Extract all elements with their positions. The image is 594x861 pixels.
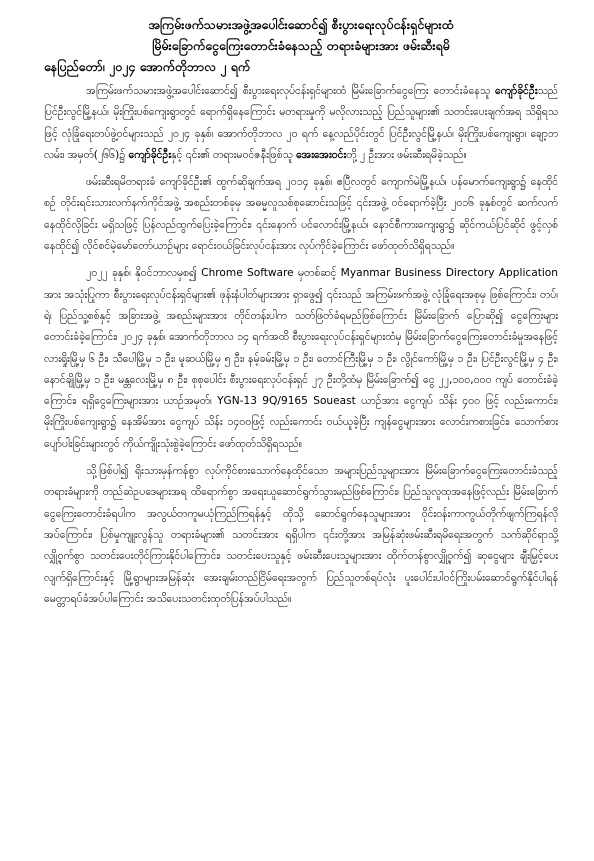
press-release bbox=[44, 14, 558, 850]
paragraph-1 bbox=[44, 81, 558, 166]
paragraph-1-text-a: အကြမ်းဖက်သမားအဖွဲ့အပေါင်းဆောင်၍ စီးပွားရေးလုပ်ငန်းရှင်များထံ မြိမ်းခြောက်ငွေကြေး တောင်းခံနေသူ bbox=[86, 85, 495, 97]
headline-line-1: အကြမ်းဖက်သမားအဖွဲ့အပေါင်းဆောင်၍ စီးပွားရေးလုပ်ငန်းရှင်များထံ bbox=[148, 17, 454, 32]
suspect-name-repeat: ကျော်ခိုင်ဦး bbox=[128, 148, 172, 161]
headline-line-2: မြိမ်းခြောက်ငွေကြေးတောင်းခံနေသည့် တရားခံများအား ဖမ်းဆီးရမိ bbox=[152, 38, 450, 53]
paragraph-1-text-g: တို့ ၂ ဦးအား ဖမ်းဆီးရမိခဲ့သည်။ bbox=[346, 148, 467, 161]
paragraph-1-text-c: သည် ပြင်ဦးလွင်မြို့နယ်၊ မိုးကြိုးပစ်ကျေးရွာတွင် ရောက်ရှိနေကြောင်း မတရားမှုကို မလိုလားသည့် ပြည်သူများ၏ သတင်းပေးချက်အရ သိရှိရသဖြင့် လုံခြုံရေးတပ်ဖွဲ့ဝင်များသည် ၂၀၂၄ ခုနှစ်၊ အောက်တိုဘာလ ၂၀ ရက် နေ့လည်ပိုင်းတွင် ပြင်ဦးလွင်မြို့နယ်၊ မိုးကြိုးပစ်ကျေးရွာ၊ ချော့ဘလမ်း၊ အမှတ်(၂၆၆)၌ bbox=[44, 85, 558, 161]
suspect-name: ကျော်ခိုင်ဦး bbox=[494, 85, 538, 97]
dateline: နေပြည်တော်၊ ၂၀၂၄ အောက်တိုဘာလ ၂ ရက် bbox=[44, 59, 251, 74]
paragraph-1-text-e: နှင့် ၎င်း၏ တရားမဝင်ဇနီးဖြစ်သူ bbox=[171, 148, 297, 161]
paragraph-2: ဖမ်းဆီးရမိတရားခံ ကျော်ခိုင်ဦး၏ ထွက်ဆိုချက်အရ ၂၀၁၄ ခုနှစ်၊ ဧပြီလတွင် ကျောက်မဲမြို့နယ်၊ ပန်မောက်ကျေးရွာ၌ နေထိုင်စဉ် တိုင်းရင်းသားလက်နက်ကိုင်အဖွဲ့ အစည်းတစ်ခုမှ အဓမ္မလူသစ်စုဆောင်းသဖြင့် ၎င်းအဖွဲ့ ဝင်ရောက်ခဲ့ပြီး ၂၀၁၆ ခုနှစ်တွင် ဆက်လက်နေထိုင်လိုခြင်း မရှိသဖြင့် ပြန်လည်ထွက်ပြေးခဲ့ကြောင်း၊ ၎င်းနောက် ပင်လောင်းမြို့နယ်၊ နောင်စီကားကျေးရွာ၌ ဆိုင်ကယ်ပြင်ဆိုင် ဖွင့်လှစ်နေထိုင်၍ လိုင်စင်မဲ့မော်တော်ယာဉ်များ ရောင်းဝယ်ခြင်းလုပ်ငန်းအား လုပ်ကိုင်ခဲ့ကြောင်း ဖော်ထုတ်သိရှိရသည်။ bbox=[44, 176, 558, 253]
accomplice-name: အေးအေးဝင်း bbox=[296, 148, 347, 161]
paragraph-3: ၂၀၂၂ ခုနှစ်၊ နိုဝင်ဘာလမှစ၍ Chrome Software မှတစ်ဆင့် Myanmar Business Directory Application အား အသုံးပြုကာ စီးပွားရေးလုပ်ငန်းရှင်များ၏ ဖုန်းနံပါတ်များအား ရှာဖွေ၍ ၎င်းသည် အကြမ်းဖက်အဖွဲ့ လုံခြုံရေးအစုမှ ဖြစ်ကြောင်း၊ တပ်၊ ရဲ၊ ပြည်သူ့စစ်နှင့် အခြားအဖွဲ့ အစည်းများအား တိုင်တန်းပါက သတ်ဖြတ်ခံရမည်ဖြစ်ကြောင်း မြိမ်းခြောက် ပြောဆို၍ ငွေကြေးများ တောင်းခံခဲ့ကြောင်း၊ ၂၀၂၄ ခုနှစ်၊ အောက်တိုဘာလ ၁၄ ရက်အထိ စီးပွားရေးလုပ်ငန်းရှင်များထံမှ မြိမ်းခြောက်ငွေကြေးတောင်းခံမှုအနေဖြင့် လားရှိုးမြို့မှ ၆ ဦး၊ သီပေါမြို့မှ ၁ ဦး၊ မူဆယ်မြို့မှ ၅ ဦး၊ နမ့်ခမ်းမြို့မှ ၁ ဦး၊ တောင်ကြီးမြို့မှ ၁ ဦး၊ လွိုင်ကော်မြို့မှ ၁ ဦး၊ ပြင်ဦးလွင်မြို့မှ ၄ ဦး၊ နောင်ချိုမြို့မှ ၁ ဦး၊ မန္တလေးမြို့မှ ၈ ဦး၊ စုစုပေါင်း စီးပွားရေးလုပ်ငန်းရှင် ၂၇ ဦးတို့ထံမှ မြိမ်းခြောက်၍ ငွေ ၂၂,၁၀၀,၀၀၀ ကျပ် တောင်းခံခဲ့ကြောင်း၊ ရရှိငွေကြေးများအား ယာဉ်အမှတ်၊ YGN-13 9Q/9165 Soueast ယာဉ်အား ငွေကျပ် သိန်း ၄၀၀ ဖြင့် လည်းကောင်း၊ မိုးကြိုးပစ်ကျေးရွာ၌ နေအိမ်အား ငွေကျပ် သိန်း ၁၄၀၀ဖြင့် လည်းကောင်း ဝယ်ယူခဲ့ပြီး ကျန်ငွေများအား လောင်းကစားခြင်း၊ သောက်စားပျော်ပါးခြင်းများတွင် ကိုယ်ကျိုးသုံးစွဲခဲ့ကြောင်း ဖော်ထုတ်သိရှိရသည်။ bbox=[44, 267, 558, 450]
paragraph-4: သို့ဖြစ်ပါ၍ ရိုးသားမှန်ကန်စွာ လုပ်ကိုင်စားသောက်နေထိုင်သော အများပြည်သူများအား မြိမ်းခြောက်ငွေကြေးတောင်းခံသည့် တရားခံများကို တည်ဆဲဥပဒေများအရ ထိရောက်စွာ အရေးယူဆောင်ရွက်သွားမည်ဖြစ်ကြောင်း၊ ပြည်သူလူထုအနေဖြင့်လည်း မြိမ်းခြောက်ငွေကြေးတောင်းခံရပါက အလွယ်တကူမယုံကြည်ကြရန်နှင့် ထိုသို့ ဆောင်ရွက်နေသူများအား ဝိုင်းဝန်းကာကွယ်တိုက်ဖျက်ကြရန်လိုအပ်ကြောင်း၊ ပြစ်မှုကျူးလွန်သူ တရားခံများ၏ သတင်းအား ရရှိပါက ၎င်းတို့အား အမြန်ဆုံးဖမ်းဆီးရမိရေးအတွက် သက်ဆိုင်ရာသို့ လျှို့ဝှက်စွာ သတင်းပေးတိုင်ကြားနိုင်ပါကြောင်း၊ သတင်းပေးသူနှင့် ဖမ်းဆီးပေးသူများအား ထိုက်တန်စွာလျှို့ဝှက်၍ ဆုငွေများ ချီးမြှင့်ပေးလျက်ရှိကြောင်းနှင့် မြို့ရွာများအမြန်ဆုံး အေးချမ်းတည်ငြိမ်ရေးအတွက် ပြည်သူတစ်ရပ်လုံး ပူးပေါင်းပါဝင်ကြိုးပမ်းဆောင်ရွက်နိုင်ပါရန် မေတ္တာရပ်ခံအပ်ပါကြောင်း အသိပေးသတင်းထုတ်ပြန်အပ်ပါသည်။ bbox=[44, 465, 558, 605]
